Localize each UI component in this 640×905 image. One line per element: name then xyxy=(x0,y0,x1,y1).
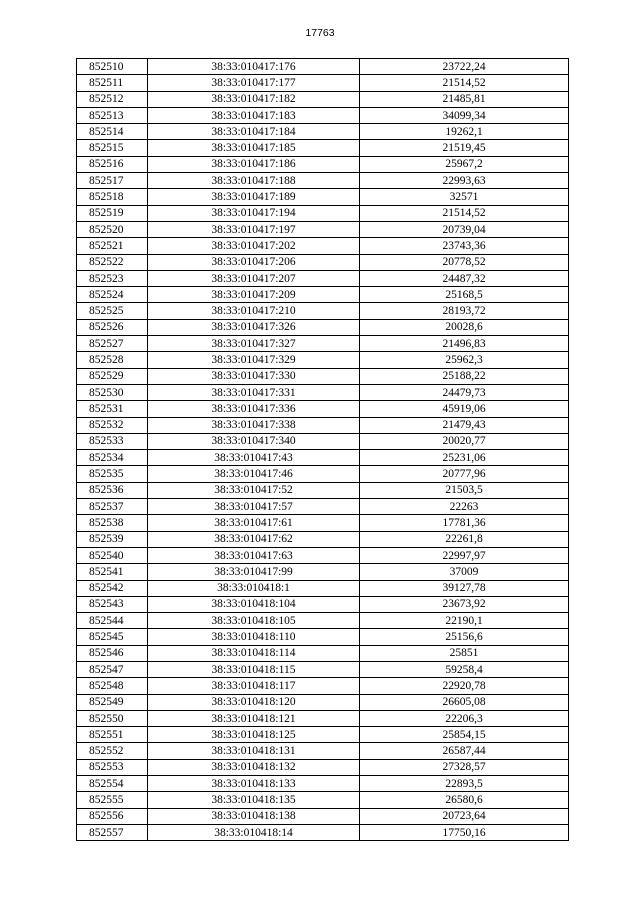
table-row xyxy=(77,629,569,645)
area-value-cell: 22993,63 xyxy=(360,173,569,189)
record-number-cell: 852552 xyxy=(77,743,148,759)
record-number-cell: 852518 xyxy=(77,189,148,205)
record-number-cell: 852517 xyxy=(77,173,148,189)
record-number-cell: 852528 xyxy=(77,352,148,368)
area-value-cell: 59258,4 xyxy=(360,661,569,677)
cadastral-number-cell: 38:33:010417:188 xyxy=(148,173,360,189)
cadastral-number-cell: 38:33:010417:43 xyxy=(148,450,360,466)
cadastral-number-cell: 38:33:010417:336 xyxy=(148,401,360,417)
cadastral-number-cell: 38:33:010417:207 xyxy=(148,270,360,286)
cadastral-number-cell: 38:33:010418:131 xyxy=(148,743,360,759)
area-value-cell: 34099,34 xyxy=(360,107,569,123)
cadastral-number-cell: 38:33:010417:52 xyxy=(148,482,360,498)
cadastral-number-cell: 38:33:010418:105 xyxy=(148,613,360,629)
table-row xyxy=(77,661,569,677)
record-number-cell: 852545 xyxy=(77,629,148,645)
area-value-cell: 25188,22 xyxy=(360,368,569,384)
area-value-cell: 24479,73 xyxy=(360,384,569,400)
record-number-cell: 852521 xyxy=(77,238,148,254)
area-value-cell: 25967,2 xyxy=(360,156,569,172)
cadastral-number-cell: 38:33:010418:138 xyxy=(148,808,360,824)
table-row xyxy=(77,759,569,775)
record-number-cell: 852556 xyxy=(77,808,148,824)
cadastral-number-cell: 38:33:010417:210 xyxy=(148,303,360,319)
area-value-cell: 25851 xyxy=(360,645,569,661)
registry-table xyxy=(76,58,569,841)
record-number-cell: 852510 xyxy=(77,59,148,75)
area-value-cell: 25854,15 xyxy=(360,727,569,743)
table-row xyxy=(77,91,569,107)
record-number-cell: 852557 xyxy=(77,824,148,840)
record-number-cell: 852512 xyxy=(77,91,148,107)
area-value-cell: 25168,5 xyxy=(360,287,569,303)
record-number-cell: 852529 xyxy=(77,368,148,384)
table-row xyxy=(77,319,569,335)
record-number-cell: 852532 xyxy=(77,417,148,433)
record-number-cell: 852519 xyxy=(77,205,148,221)
table-row xyxy=(77,499,569,515)
record-number-cell: 852527 xyxy=(77,336,148,352)
area-value-cell: 32571 xyxy=(360,189,569,205)
area-value-cell: 23743,36 xyxy=(360,238,569,254)
cadastral-number-cell: 38:33:010417:61 xyxy=(148,515,360,531)
area-value-cell: 28193,72 xyxy=(360,303,569,319)
cadastral-number-cell: 38:33:010418:115 xyxy=(148,661,360,677)
area-value-cell: 21479,43 xyxy=(360,417,569,433)
area-value-cell: 21519,45 xyxy=(360,140,569,156)
cadastral-number-cell: 38:33:010417:177 xyxy=(148,75,360,91)
record-number-cell: 852526 xyxy=(77,319,148,335)
cadastral-number-cell: 38:33:010417:63 xyxy=(148,547,360,563)
table-row xyxy=(77,613,569,629)
cadastral-number-cell: 38:33:010418:14 xyxy=(148,824,360,840)
table-row xyxy=(77,140,569,156)
record-number-cell: 852531 xyxy=(77,401,148,417)
area-value-cell: 25231,06 xyxy=(360,450,569,466)
record-number-cell: 852544 xyxy=(77,613,148,629)
record-number-cell: 852515 xyxy=(77,140,148,156)
record-number-cell: 852539 xyxy=(77,531,148,547)
area-value-cell: 20778,52 xyxy=(360,254,569,270)
record-number-cell: 852549 xyxy=(77,694,148,710)
table-row xyxy=(77,596,569,612)
area-value-cell: 19262,1 xyxy=(360,124,569,140)
cadastral-number-cell: 38:33:010417:189 xyxy=(148,189,360,205)
area-value-cell: 20777,96 xyxy=(360,466,569,482)
cadastral-number-cell: 38:33:010417:62 xyxy=(148,531,360,547)
table-row xyxy=(77,824,569,840)
table-row xyxy=(77,368,569,384)
record-number-cell: 852520 xyxy=(77,221,148,237)
table-row xyxy=(77,270,569,286)
cadastral-number-cell: 38:33:010417:182 xyxy=(148,91,360,107)
cadastral-number-cell: 38:33:010418:117 xyxy=(148,678,360,694)
cadastral-number-cell: 38:33:010417:194 xyxy=(148,205,360,221)
cadastral-number-cell: 38:33:010418:120 xyxy=(148,694,360,710)
record-number-cell: 852551 xyxy=(77,727,148,743)
record-number-cell: 852550 xyxy=(77,710,148,726)
table-row xyxy=(77,547,569,563)
table-row xyxy=(77,792,569,808)
cadastral-number-cell: 38:33:010418:121 xyxy=(148,710,360,726)
cadastral-number-cell: 38:33:010417:206 xyxy=(148,254,360,270)
record-number-cell: 852530 xyxy=(77,384,148,400)
table-row xyxy=(77,727,569,743)
cadastral-number-cell: 38:33:010417:209 xyxy=(148,287,360,303)
table-row xyxy=(77,580,569,596)
area-value-cell: 26587,44 xyxy=(360,743,569,759)
record-number-cell: 852543 xyxy=(77,596,148,612)
table-row xyxy=(77,173,569,189)
record-number-cell: 852546 xyxy=(77,645,148,661)
cadastral-number-cell: 38:33:010417:183 xyxy=(148,107,360,123)
area-value-cell: 21514,52 xyxy=(360,205,569,221)
table-row xyxy=(77,336,569,352)
table-row xyxy=(77,107,569,123)
record-number-cell: 852535 xyxy=(77,466,148,482)
table-row xyxy=(77,710,569,726)
record-number-cell: 852537 xyxy=(77,499,148,515)
cadastral-number-cell: 38:33:010417:197 xyxy=(148,221,360,237)
record-number-cell: 852534 xyxy=(77,450,148,466)
area-value-cell: 26580,6 xyxy=(360,792,569,808)
cadastral-number-cell: 38:33:010417:184 xyxy=(148,124,360,140)
record-number-cell: 852516 xyxy=(77,156,148,172)
cadastral-number-cell: 38:33:010417:99 xyxy=(148,564,360,580)
registry-table-body xyxy=(77,59,569,841)
table-row xyxy=(77,450,569,466)
cadastral-number-cell: 38:33:010418:114 xyxy=(148,645,360,661)
table-row xyxy=(77,221,569,237)
record-number-cell: 852555 xyxy=(77,792,148,808)
record-number-cell: 852514 xyxy=(77,124,148,140)
area-value-cell: 37009 xyxy=(360,564,569,580)
area-value-cell: 22997,97 xyxy=(360,547,569,563)
area-value-cell: 23722,24 xyxy=(360,59,569,75)
area-value-cell: 22190,1 xyxy=(360,613,569,629)
record-number-cell: 852513 xyxy=(77,107,148,123)
record-number-cell: 852525 xyxy=(77,303,148,319)
record-number-cell: 852522 xyxy=(77,254,148,270)
cadastral-number-cell: 38:33:010417:340 xyxy=(148,433,360,449)
table-row xyxy=(77,743,569,759)
table-row xyxy=(77,124,569,140)
record-number-cell: 852553 xyxy=(77,759,148,775)
cadastral-number-cell: 38:33:010417:326 xyxy=(148,319,360,335)
record-number-cell: 852523 xyxy=(77,270,148,286)
table-row xyxy=(77,401,569,417)
table-row xyxy=(77,189,569,205)
table-row xyxy=(77,645,569,661)
table-row xyxy=(77,254,569,270)
table-row xyxy=(77,433,569,449)
table-row xyxy=(77,205,569,221)
table-row xyxy=(77,678,569,694)
area-value-cell: 21514,52 xyxy=(360,75,569,91)
table-row xyxy=(77,384,569,400)
table-row xyxy=(77,482,569,498)
record-number-cell: 852547 xyxy=(77,661,148,677)
record-number-cell: 852511 xyxy=(77,75,148,91)
cadastral-number-cell: 38:33:010418:125 xyxy=(148,727,360,743)
table-row xyxy=(77,59,569,75)
table-row xyxy=(77,75,569,91)
cadastral-number-cell: 38:33:010418:1 xyxy=(148,580,360,596)
cadastral-number-cell: 38:33:010418:135 xyxy=(148,792,360,808)
record-number-cell: 852542 xyxy=(77,580,148,596)
table-row xyxy=(77,417,569,433)
record-number-cell: 852554 xyxy=(77,776,148,792)
table-row xyxy=(77,238,569,254)
cadastral-number-cell: 38:33:010417:186 xyxy=(148,156,360,172)
area-value-cell: 17781,36 xyxy=(360,515,569,531)
record-number-cell: 852524 xyxy=(77,287,148,303)
area-value-cell: 25962,3 xyxy=(360,352,569,368)
area-value-cell: 22263 xyxy=(360,499,569,515)
cadastral-number-cell: 38:33:010417:330 xyxy=(148,368,360,384)
table-row xyxy=(77,531,569,547)
cadastral-number-cell: 38:33:010418:132 xyxy=(148,759,360,775)
record-number-cell: 852533 xyxy=(77,433,148,449)
table-row xyxy=(77,776,569,792)
cadastral-number-cell: 38:33:010417:331 xyxy=(148,384,360,400)
record-number-cell: 852540 xyxy=(77,547,148,563)
table-row xyxy=(77,303,569,319)
cadastral-number-cell: 38:33:010417:57 xyxy=(148,499,360,515)
area-value-cell: 22893,5 xyxy=(360,776,569,792)
area-value-cell: 21485,81 xyxy=(360,91,569,107)
table-row xyxy=(77,808,569,824)
record-number-cell: 852536 xyxy=(77,482,148,498)
cadastral-number-cell: 38:33:010417:46 xyxy=(148,466,360,482)
area-value-cell: 45919,06 xyxy=(360,401,569,417)
area-value-cell: 21496,83 xyxy=(360,336,569,352)
cadastral-number-cell: 38:33:010418:110 xyxy=(148,629,360,645)
cadastral-number-cell: 38:33:010417:176 xyxy=(148,59,360,75)
area-value-cell: 22920,78 xyxy=(360,678,569,694)
area-value-cell: 24487,32 xyxy=(360,270,569,286)
area-value-cell: 39127,78 xyxy=(360,580,569,596)
table-row xyxy=(77,352,569,368)
area-value-cell: 20723,64 xyxy=(360,808,569,824)
record-number-cell: 852538 xyxy=(77,515,148,531)
area-value-cell: 21503,5 xyxy=(360,482,569,498)
area-value-cell: 22261,8 xyxy=(360,531,569,547)
cadastral-number-cell: 38:33:010417:329 xyxy=(148,352,360,368)
cadastral-number-cell: 38:33:010418:104 xyxy=(148,596,360,612)
table-row xyxy=(77,287,569,303)
page-number: 17763 xyxy=(305,27,335,39)
area-value-cell: 22206,3 xyxy=(360,710,569,726)
table-row xyxy=(77,515,569,531)
cadastral-number-cell: 38:33:010418:133 xyxy=(148,776,360,792)
table-row xyxy=(77,466,569,482)
area-value-cell: 20739,04 xyxy=(360,221,569,237)
record-number-cell: 852548 xyxy=(77,678,148,694)
area-value-cell: 20028,6 xyxy=(360,319,569,335)
cadastral-number-cell: 38:33:010417:327 xyxy=(148,336,360,352)
table-row xyxy=(77,564,569,580)
area-value-cell: 26605,08 xyxy=(360,694,569,710)
table-row xyxy=(77,694,569,710)
area-value-cell: 23673,92 xyxy=(360,596,569,612)
cadastral-number-cell: 38:33:010417:202 xyxy=(148,238,360,254)
area-value-cell: 20020,77 xyxy=(360,433,569,449)
area-value-cell: 17750,16 xyxy=(360,824,569,840)
cadastral-number-cell: 38:33:010417:185 xyxy=(148,140,360,156)
record-number-cell: 852541 xyxy=(77,564,148,580)
area-value-cell: 27328,57 xyxy=(360,759,569,775)
table-row xyxy=(77,156,569,172)
cadastral-number-cell: 38:33:010417:338 xyxy=(148,417,360,433)
area-value-cell: 25156,6 xyxy=(360,629,569,645)
